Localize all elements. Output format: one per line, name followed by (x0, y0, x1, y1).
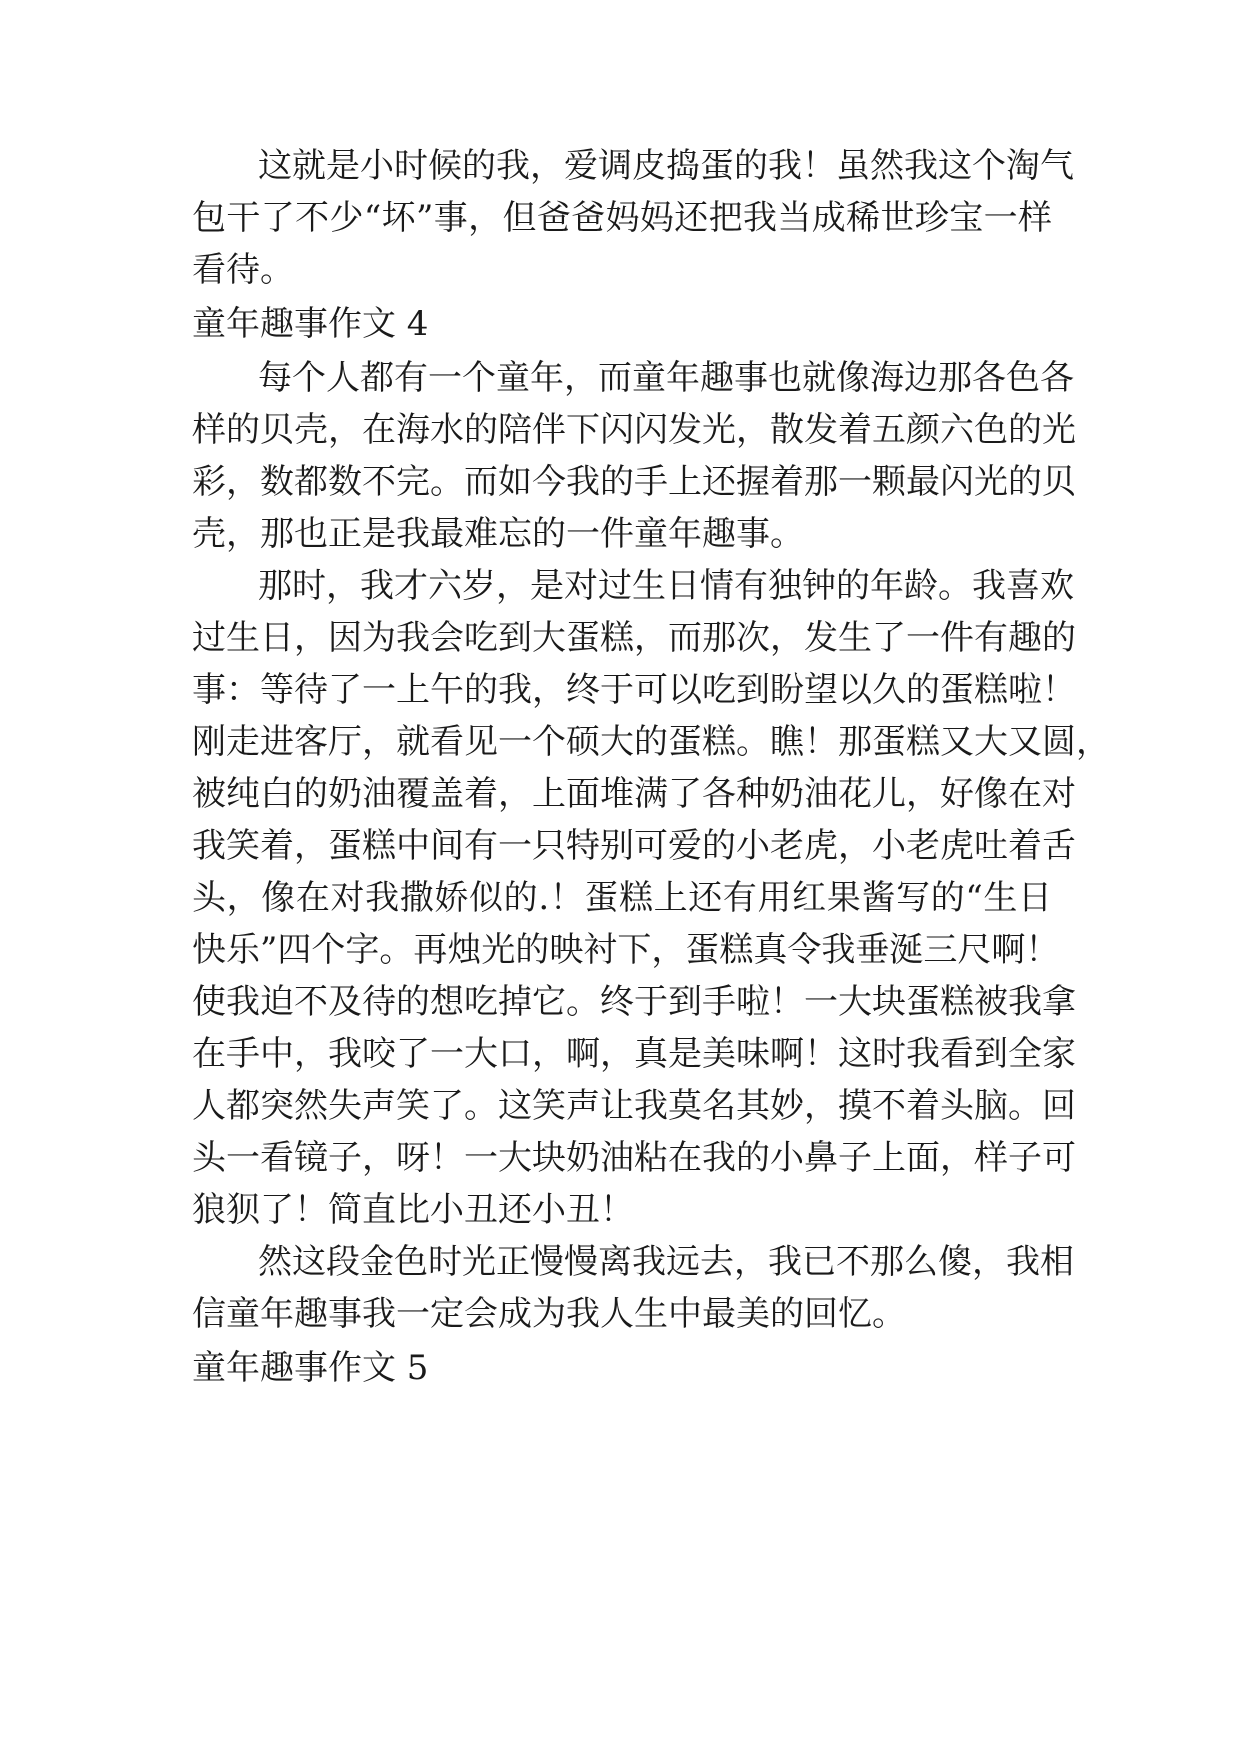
paragraph-line: 我笑着，蛋糕中间有一只特别可爱的小老虎，小老虎吐着舌 (192, 826, 1076, 866)
paragraph-line: 使我迫不及待的想吃掉它。终于到手啦！一大块蛋糕被我拿 (192, 982, 1076, 1022)
paragraph-line: 狼狈了！简直比小丑还小丑！ (192, 1190, 634, 1230)
paragraph-line: 那时，我才六岁，是对过生日情有独钟的年龄。我喜欢 (258, 566, 1074, 606)
paragraph-line: 在手中，我咬了一大口，啊，真是美味啊！这时我看到全家 (192, 1034, 1076, 1074)
paragraph-line: 看待。 (192, 250, 294, 290)
paragraph-line: 事：等待了一上午的我，终于可以吃到盼望以久的蛋糕啦！ (192, 670, 1076, 710)
paragraph-line: 头一看镜子，呀！一大块奶油粘在我的小鼻子上面，样子可 (192, 1138, 1076, 1178)
paragraph-line: 然这段金色时光正慢慢离我远去，我已不那么傻，我相 (258, 1242, 1074, 1282)
paragraph-line: 刚走进客厅，就看见一个硕大的蛋糕。瞧！那蛋糕又大又圆， (192, 722, 1110, 762)
section-heading: 童年趣事作文 5 (192, 1348, 429, 1388)
paragraph-line: 包干了不少“坏”事，但爸爸妈妈还把我当成稀世珍宝一样 (192, 198, 1052, 238)
paragraph-line: 过生日，因为我会吃到大蛋糕，而那次，发生了一件有趣的 (192, 618, 1076, 658)
paragraph-line: 每个人都有一个童年，而童年趣事也就像海边那各色各 (258, 358, 1074, 398)
paragraph-line: 彩，数都数不完。而如今我的手上还握着那一颗最闪光的贝 (192, 462, 1076, 502)
paragraph-line: 人都突然失声笑了。这笑声让我莫名其妙，摸不着头脑。回 (192, 1086, 1076, 1126)
paragraph-line: 壳，那也正是我最难忘的一件童年趣事。 (192, 514, 804, 554)
paragraph-line: 头，像在对我撒娇似的.！蛋糕上还有用红果酱写的“生日 (192, 878, 1052, 918)
paragraph-line: 快乐”四个字。再烛光的映衬下，蛋糕真令我垂涎三尺啊！ (192, 930, 1060, 970)
paragraph-line: 信童年趣事我一定会成为我人生中最美的回忆。 (192, 1294, 906, 1334)
paragraph-line: 被纯白的奶油覆盖着，上面堆满了各种奶油花儿，好像在对 (192, 774, 1076, 814)
paragraph-line: 样的贝壳，在海水的陪伴下闪闪发光，散发着五颜六色的光 (192, 410, 1076, 450)
paragraph-line: 这就是小时候的我，爱调皮捣蛋的我！虽然我这个淘气 (258, 146, 1074, 186)
section-heading: 童年趣事作文 4 (192, 304, 429, 344)
